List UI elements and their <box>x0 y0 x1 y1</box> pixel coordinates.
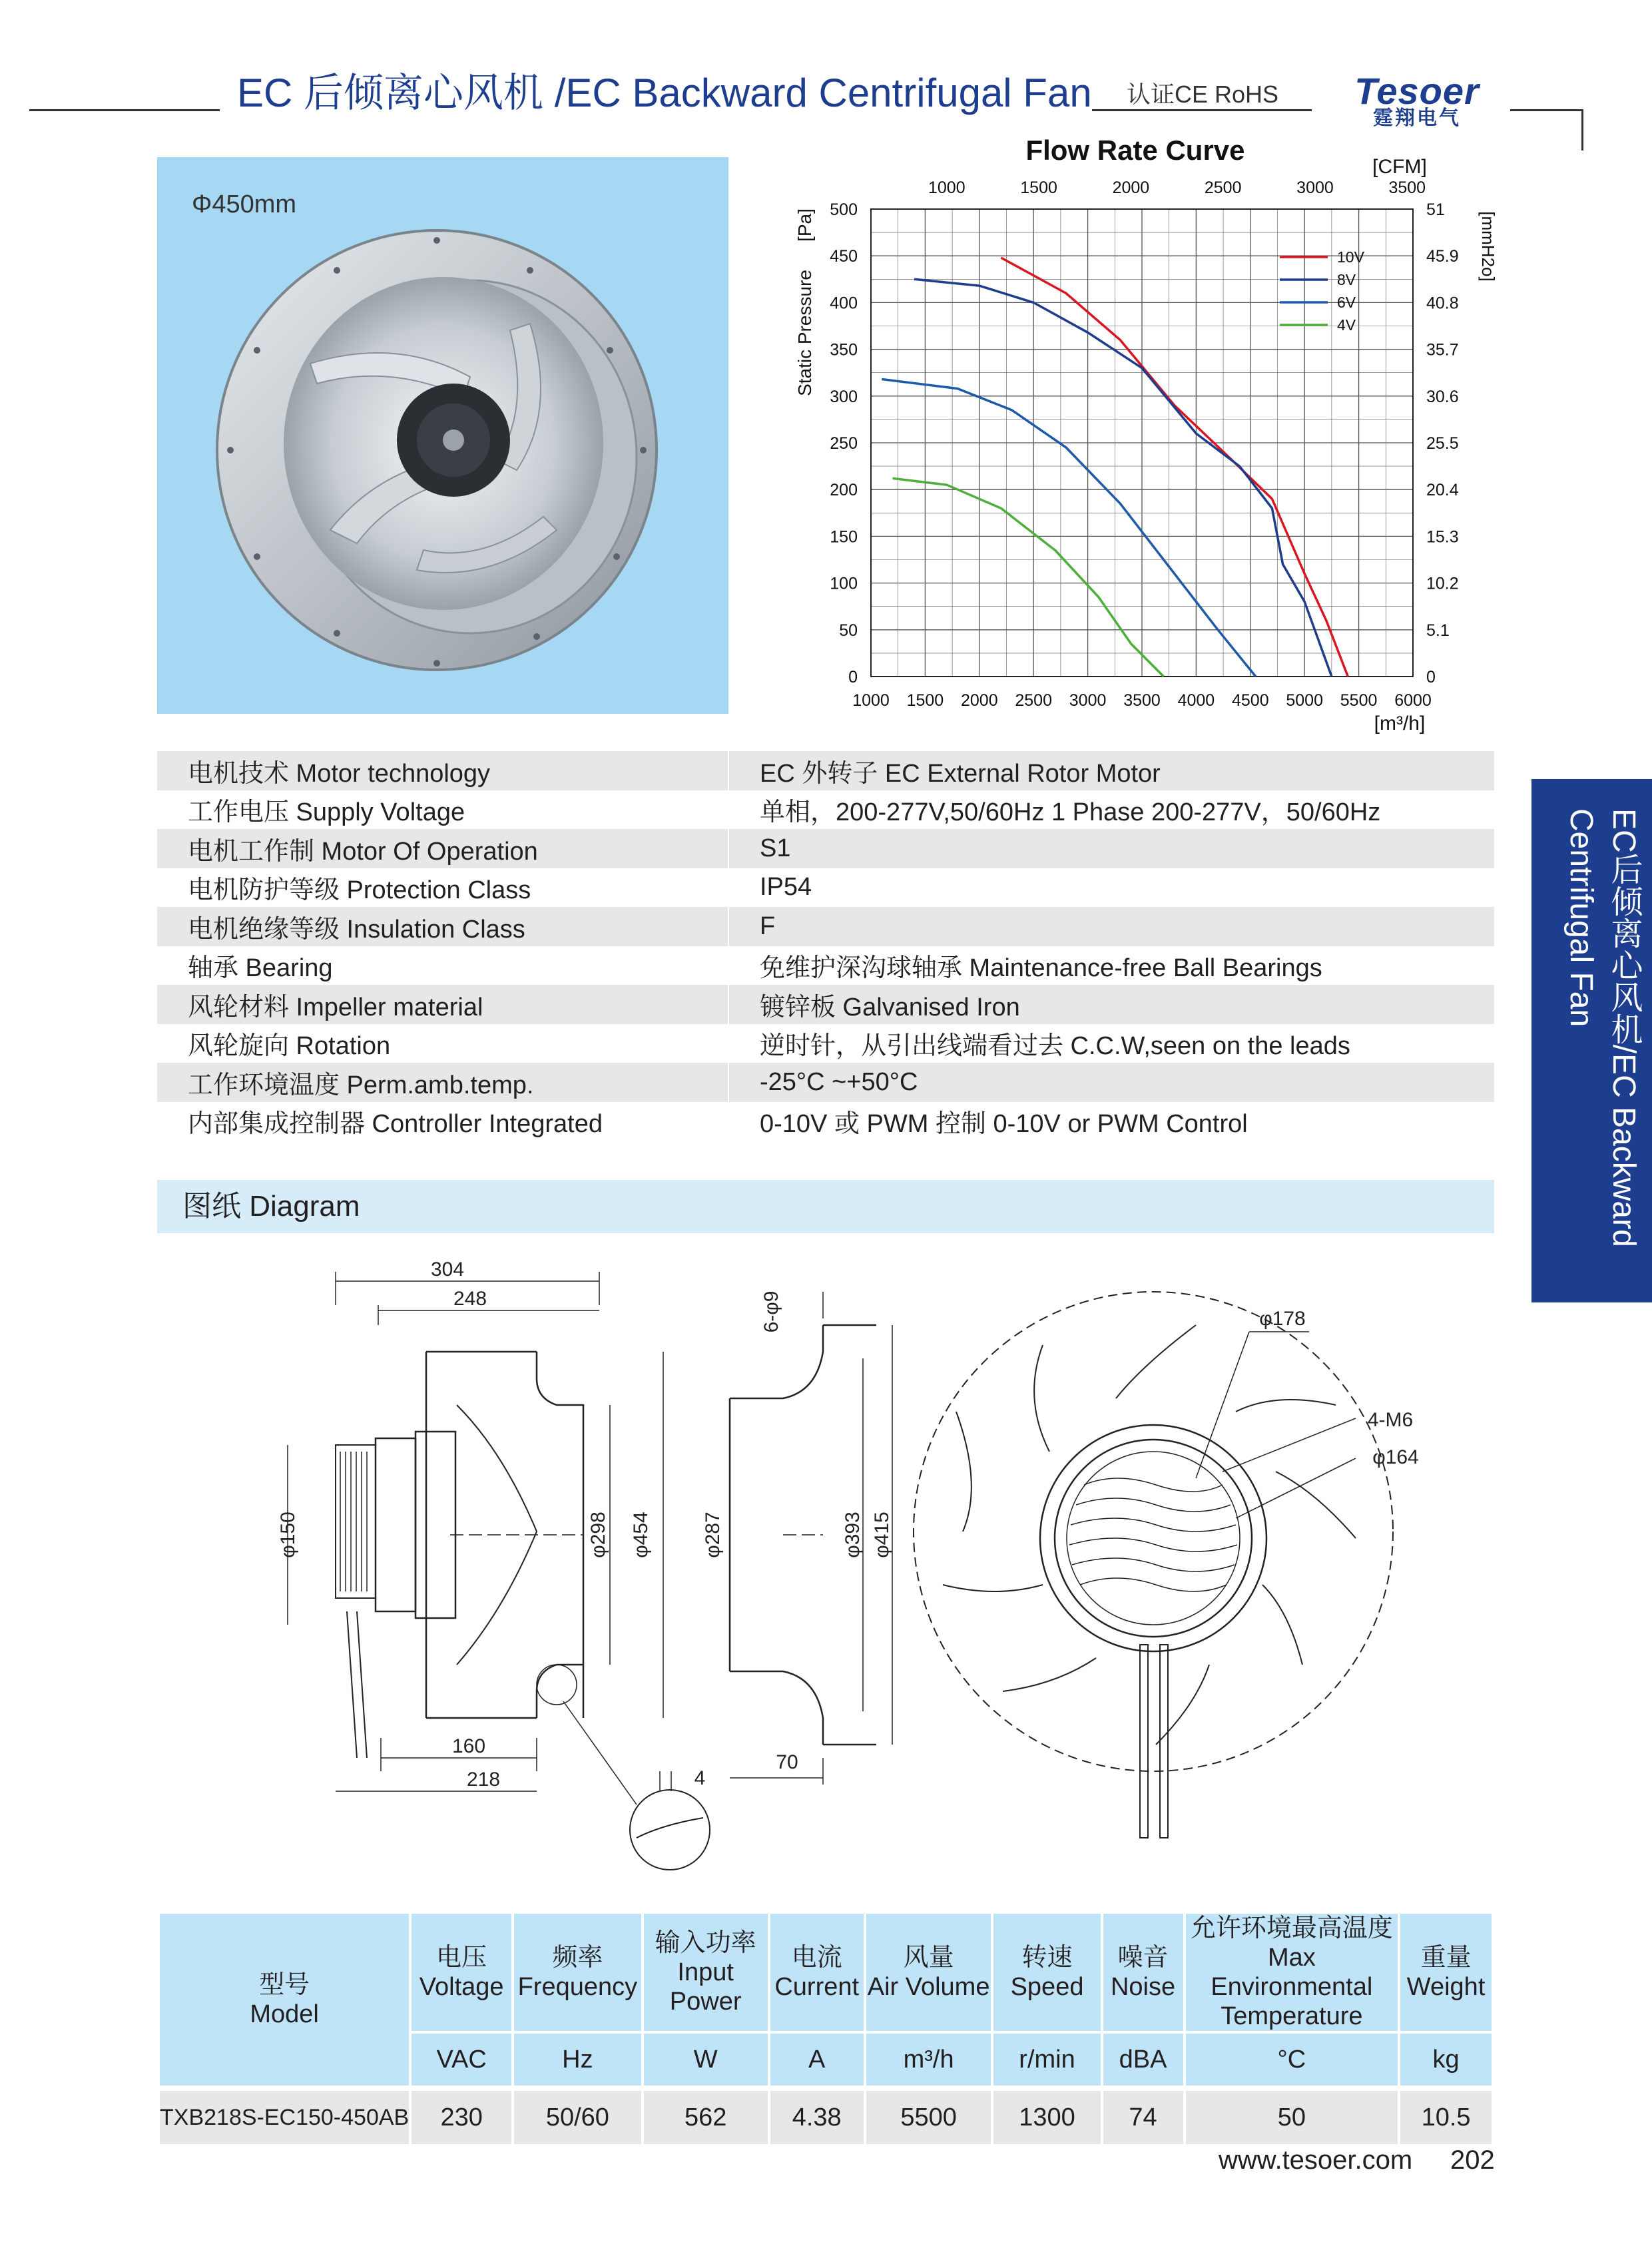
col-current-cn: 电流 <box>791 1944 842 1972</box>
x-axis-unit: [m³/h] <box>1374 712 1426 734</box>
dim-304: 304 <box>430 1259 465 1280</box>
spec-label: 轴承 Bearing <box>157 946 728 985</box>
dim-4-m6: 4-M6 <box>1367 1409 1414 1431</box>
x-tick-label: 4500 <box>1231 691 1269 710</box>
diagram-heading: 图纸 Diagram <box>182 1190 360 1223</box>
col-model-en: Model <box>250 2000 319 2028</box>
dim-phi454: φ454 <box>630 1512 652 1558</box>
col-temp-header <box>1186 1914 1398 2031</box>
col-noise-en: Noise <box>1110 1973 1176 2001</box>
col-power-cn: 输入功率 <box>655 1929 756 1957</box>
page-number: 202 <box>1450 2145 1495 2175</box>
product-photo <box>157 157 728 714</box>
cell-speed: 1300 <box>993 2086 1100 2144</box>
col-power-en: Input Power <box>669 1958 742 2016</box>
dim-218: 218 <box>466 1769 501 1791</box>
spec-label: 内部集成控制器 Controller Integrated <box>157 1102 728 1141</box>
spec-label: 工作电压 Supply Voltage <box>157 790 728 830</box>
x-tick-label: 1000 <box>852 691 890 710</box>
diameter-label: Φ450mm <box>192 190 297 218</box>
col-speed-cn: 转速 <box>1021 1944 1073 1972</box>
x2-axis-unit: [CFM] <box>1372 156 1427 178</box>
unit-speed: r/min <box>993 2031 1100 2086</box>
y-tick-label: 0 <box>848 668 858 687</box>
cell-current: 4.38 <box>770 2086 864 2144</box>
header-rule-drop <box>1581 109 1583 150</box>
spec-row <box>157 946 1494 985</box>
table-row <box>160 2086 1492 2144</box>
col-frequency-header <box>514 1914 641 2031</box>
col-voltage-en: Voltage <box>419 1973 504 2001</box>
legend-label: 8V <box>1337 271 1356 288</box>
flow-rate-chart <box>766 127 1498 739</box>
dim-6-phi9: 6-φ9 <box>760 1290 782 1333</box>
x-tick-label: 2500 <box>1015 691 1053 710</box>
col-model-header <box>160 1914 409 2086</box>
y2-tick-label: 35.7 <box>1426 340 1459 360</box>
spec-label: 电机技术 Motor technology <box>157 751 728 790</box>
col-weight-en: Weight <box>1406 1973 1486 2001</box>
x2-tick-label: 3500 <box>1388 178 1426 197</box>
cell-frequency: 50/60 <box>514 2086 641 2144</box>
y-tick-label: 50 <box>839 621 858 640</box>
spec-label: 电机防护等级 Protection Class <box>157 868 728 908</box>
col-airvolume-header <box>866 1914 991 2031</box>
col-temp-en: Max Environmental Temperature <box>1211 1944 1373 2030</box>
dim-phi150: φ150 <box>277 1512 299 1558</box>
spec-value: EC 外转子 EC External Rotor Motor <box>728 751 1494 790</box>
unit-weight: kg <box>1400 2031 1492 2086</box>
cell-voltage: 230 <box>412 2086 511 2144</box>
col-weight-header <box>1400 1914 1492 2031</box>
y2-tick-label: 20.4 <box>1426 481 1459 500</box>
spec-row <box>157 790 1494 830</box>
y-tick-label: 500 <box>830 200 858 219</box>
side-tab-label: EC后倾离心风机/EC Backward Centrifugal Fan <box>1563 808 1641 1247</box>
spec-value: IP54 <box>728 868 1494 908</box>
dim-phi178: φ178 <box>1259 1308 1306 1330</box>
front-view <box>914 1292 1393 1838</box>
spec-row <box>157 985 1494 1024</box>
section-view <box>730 1292 892 1785</box>
spec-value: 免维护深沟球轴承 Maintenance-free Ball Bearings <box>728 946 1494 985</box>
legend-label: 4V <box>1337 316 1356 334</box>
dim-70: 70 <box>776 1751 798 1773</box>
unit-frequency: Hz <box>514 2031 641 2086</box>
spec-value: 单相，200-277V,50/60Hz 1 Phase 200-277V，50/60Hz <box>728 790 1494 830</box>
logo-subtitle: 霆翔电气 <box>1373 107 1461 129</box>
x2-tick-label: 1500 <box>1020 178 1057 197</box>
y-axis-label: Static Pressure <box>794 270 815 396</box>
x2-tick-label: 3000 <box>1296 178 1334 197</box>
spec-value: 逆时针，从引出线端看过去 C.C.W,seen on the leads <box>728 1024 1494 1063</box>
col-model-cn: 型号 <box>259 1971 310 1999</box>
col-noise-header <box>1103 1914 1183 2031</box>
cell-weight: 10.5 <box>1400 2086 1492 2144</box>
technical-drawing <box>157 1252 1494 1891</box>
cell-model: TXB218S-EC150-450AB <box>160 2086 409 2144</box>
spec-row <box>157 1063 1494 1102</box>
series-line-10V <box>1001 258 1348 677</box>
header-rule-left <box>29 109 220 111</box>
y2-tick-label: 40.8 <box>1426 294 1459 313</box>
spec-value: F <box>728 907 1494 946</box>
col-frequency-cn: 频率 <box>552 1944 603 1972</box>
y2-tick-label: 5.1 <box>1426 621 1450 640</box>
dim-phi298: φ298 <box>587 1512 609 1558</box>
y-tick-label: 350 <box>830 340 858 360</box>
fan-impeller-image <box>157 157 728 714</box>
y-tick-label: 250 <box>830 434 858 453</box>
page-title: EC 后倾离心风机 /EC Backward Centrifugal Fan <box>237 71 1092 115</box>
x-tick-label: 1500 <box>906 691 944 710</box>
x-tick-label: 5000 <box>1286 691 1324 710</box>
dim-phi393: φ393 <box>842 1512 864 1558</box>
flow-rate-chart-svg <box>766 127 1498 739</box>
col-speed-header <box>993 1914 1100 2031</box>
x-tick-label: 4000 <box>1177 691 1215 710</box>
dim-phi287: φ287 <box>702 1512 724 1558</box>
unit-airvolume: m³/h <box>866 2031 991 2086</box>
footer-website[interactable]: www.tesoer.com <box>1219 2145 1413 2175</box>
dim-248: 248 <box>453 1288 487 1310</box>
side-tab <box>1531 779 1652 1302</box>
spec-label: 风轮旋向 Rotation <box>157 1024 728 1063</box>
x-tick-label: 3500 <box>1123 691 1161 710</box>
brand-logo <box>1324 71 1510 129</box>
spec-value: -25°C ~+50°C <box>728 1063 1494 1102</box>
x2-tick-label: 2000 <box>1112 178 1150 197</box>
unit-voltage: VAC <box>412 2031 511 2086</box>
x2-tick-label: 1000 <box>928 178 965 197</box>
y-tick-label: 400 <box>830 294 858 313</box>
spec-row <box>157 1024 1494 1063</box>
col-speed-en: Speed <box>1010 1973 1084 2001</box>
cell-temp: 50 <box>1186 2086 1398 2144</box>
col-power-header <box>644 1914 768 2031</box>
spec-value: S1 <box>728 829 1494 868</box>
y2-tick-label: 45.9 <box>1426 247 1459 266</box>
y2-tick-label: 25.5 <box>1426 434 1459 453</box>
series-line-8V <box>914 279 1332 677</box>
y-tick-label: 100 <box>830 574 858 593</box>
col-temp-cn: 允许环境最高温度 <box>1190 1914 1393 1942</box>
spec-row <box>157 829 1494 868</box>
spec-label: 风轮材料 Impeller material <box>157 985 728 1024</box>
chart-title: Flow Rate Curve <box>1025 135 1245 166</box>
spec-row <box>157 1102 1494 1141</box>
y2-tick-label: 10.2 <box>1426 574 1459 593</box>
header-rule-right <box>1510 109 1583 111</box>
unit-current: A <box>770 2031 864 2086</box>
legend-label: 6V <box>1337 294 1356 311</box>
y-tick-label: 450 <box>830 247 858 266</box>
col-frequency-en: Frequency <box>517 1973 638 2001</box>
y2-tick-label: 15.3 <box>1426 527 1459 547</box>
unit-temp: °C <box>1186 2031 1398 2086</box>
y2-tick-label: 30.6 <box>1426 387 1459 406</box>
legend-label: 10V <box>1337 248 1364 266</box>
certification-label: 认证CE RoHS <box>1127 81 1279 108</box>
col-voltage-header <box>412 1914 511 2031</box>
spec-row <box>157 751 1494 790</box>
y-tick-label: 200 <box>830 481 858 500</box>
y-tick-label: 150 <box>830 527 858 547</box>
x-tick-label: 6000 <box>1394 691 1432 710</box>
col-weight-cn: 重量 <box>1420 1944 1472 1972</box>
unit-noise: dBA <box>1103 2031 1183 2086</box>
cell-power: 562 <box>644 2086 768 2144</box>
dim-160: 160 <box>451 1735 486 1757</box>
logo-wordmark: Tesoer <box>1354 70 1480 112</box>
col-airvolume-cn: 风量 <box>903 1944 954 1972</box>
unit-power: W <box>644 2031 768 2086</box>
x-tick-label: 3000 <box>1069 691 1107 710</box>
col-current-header <box>770 1914 864 2031</box>
y2-tick-label: 51 <box>1426 200 1445 219</box>
col-noise-cn: 噪音 <box>1117 1944 1169 1972</box>
dim-phi415: φ415 <box>871 1512 893 1558</box>
y2-tick-label: 0 <box>1426 668 1436 687</box>
drawing-svg <box>157 1252 1494 1891</box>
y-tick-label: 300 <box>830 387 858 406</box>
spec-value: 镀锌板 Galvanised Iron <box>728 985 1494 1024</box>
spec-row <box>157 907 1494 946</box>
x-tick-label: 2000 <box>960 691 998 710</box>
y-axis-unit: [Pa] <box>794 208 815 242</box>
col-voltage-cn: 电压 <box>436 1944 487 1972</box>
y2-axis-unit: [mmH2o] <box>1478 211 1498 282</box>
spec-label: 电机工作制 Motor Of Operation <box>157 829 728 868</box>
spec-row <box>157 868 1494 908</box>
spec-value: 0-10V 或 PWM 控制 0-10V or PWM Control <box>728 1102 1494 1141</box>
spec-label: 电机绝缘等级 Insulation Class <box>157 907 728 946</box>
x2-tick-label: 2500 <box>1204 178 1242 197</box>
spec-table <box>157 751 1494 1141</box>
series-line-6V <box>882 380 1256 677</box>
cell-noise: 74 <box>1103 2086 1183 2144</box>
dim-4: 4 <box>694 1767 706 1789</box>
col-airvolume-en: Air Volume <box>867 1973 990 2001</box>
spec-label: 工作环境温度 Perm.amb.temp. <box>157 1063 728 1102</box>
model-table <box>157 1914 1494 2144</box>
col-current-en: Current <box>774 1973 860 2001</box>
cell-airvolume: 5500 <box>866 2086 991 2144</box>
x-tick-label: 5500 <box>1340 691 1378 710</box>
dim-phi164: φ164 <box>1372 1446 1419 1468</box>
